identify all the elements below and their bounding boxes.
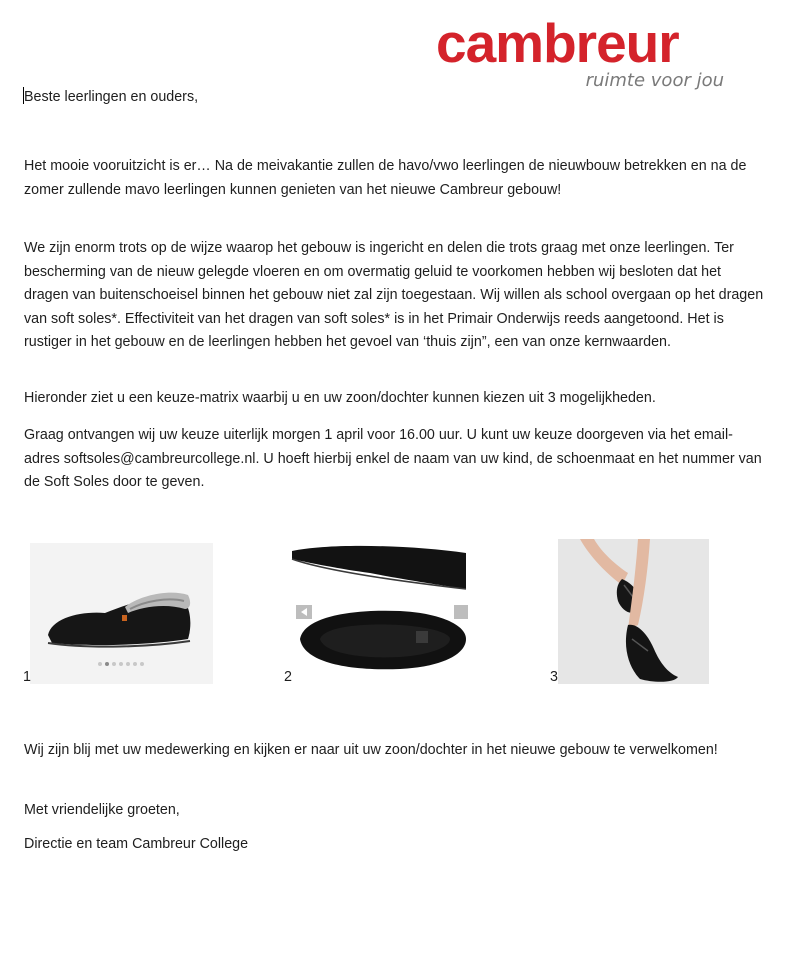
option-3-number: 3 (550, 669, 558, 685)
option-3-sock-sole-image (558, 539, 709, 684)
option-1-number: 1 (23, 669, 31, 685)
signature-line: Directie en team Cambreur College (24, 836, 249, 852)
sock-sole-illustration (558, 539, 709, 684)
closing-paragraph: Wij zijn blij met uw medewerking en kijken er naar uit uw zoon/dochter in het nieuwe gebouw te verwelkomen! (24, 742, 718, 758)
regards-line: Met vriendelijke groeten, (24, 802, 180, 818)
logo-wordmark: cambreur (436, 12, 679, 74)
paragraph-choice-matrix: Hieronder ziet u een keuze-matrix waarbij u en uw zoon/dochter kunnen kiezen uit 3 mogelijkheden. (24, 390, 656, 406)
option-2-soft-sole-image (290, 539, 468, 684)
paragraph-intro: Het mooie vooruitzicht is er… Na de meivakantie zullen de havo/vwo leerlingen de nieuwbouw betrekken en na de zomer zullende mavo leerlingen kunnen genieten van het nieuwe Cambreur gebouw! (24, 158, 747, 198)
paragraph-deadline: Graag ontvangen wij uw keuze uiterlijk morgen 1 april voor 16.00 uur. U kunt uw keuze doorgeven via het email-adres softsoles@cambreurcollege.nl. U hoeft hierbij enkel de naam van uw kind, de schoenmaat en het nummer van de Soft Soles door te geven. (24, 427, 762, 490)
option-1-slipper-image (30, 543, 213, 684)
slipper-illustration (30, 543, 213, 684)
logo-tagline: ruimte voor jou (585, 70, 724, 91)
soft-sole-illustration (290, 539, 468, 684)
option-2-number: 2 (284, 669, 292, 685)
paragraph-soft-soles: We zijn enorm trots op de wijze waarop het gebouw is ingericht en delen die trots graag met onze leerlingen. Ter bescherming van de nieuw gelegde vloeren en om overmatig geluid te voorkomen hebben wij besloten dat het dragen van buitenschoeisel binnen het gebouw niet zal zijn toegestaan. Wij willen als school overgaan op het dragen van soft soles*. Effectiviteit van het dragen van soft soles* is in het Primair Onderwijs reeds aangetoond. Het is rustiger in het gebouw en de leerlingen hebben het gevoel van ‘thuis zijn”, een van onze kernwaarden. (24, 240, 764, 350)
letter-greeting: Beste leerlingen en ouders, (24, 89, 199, 105)
